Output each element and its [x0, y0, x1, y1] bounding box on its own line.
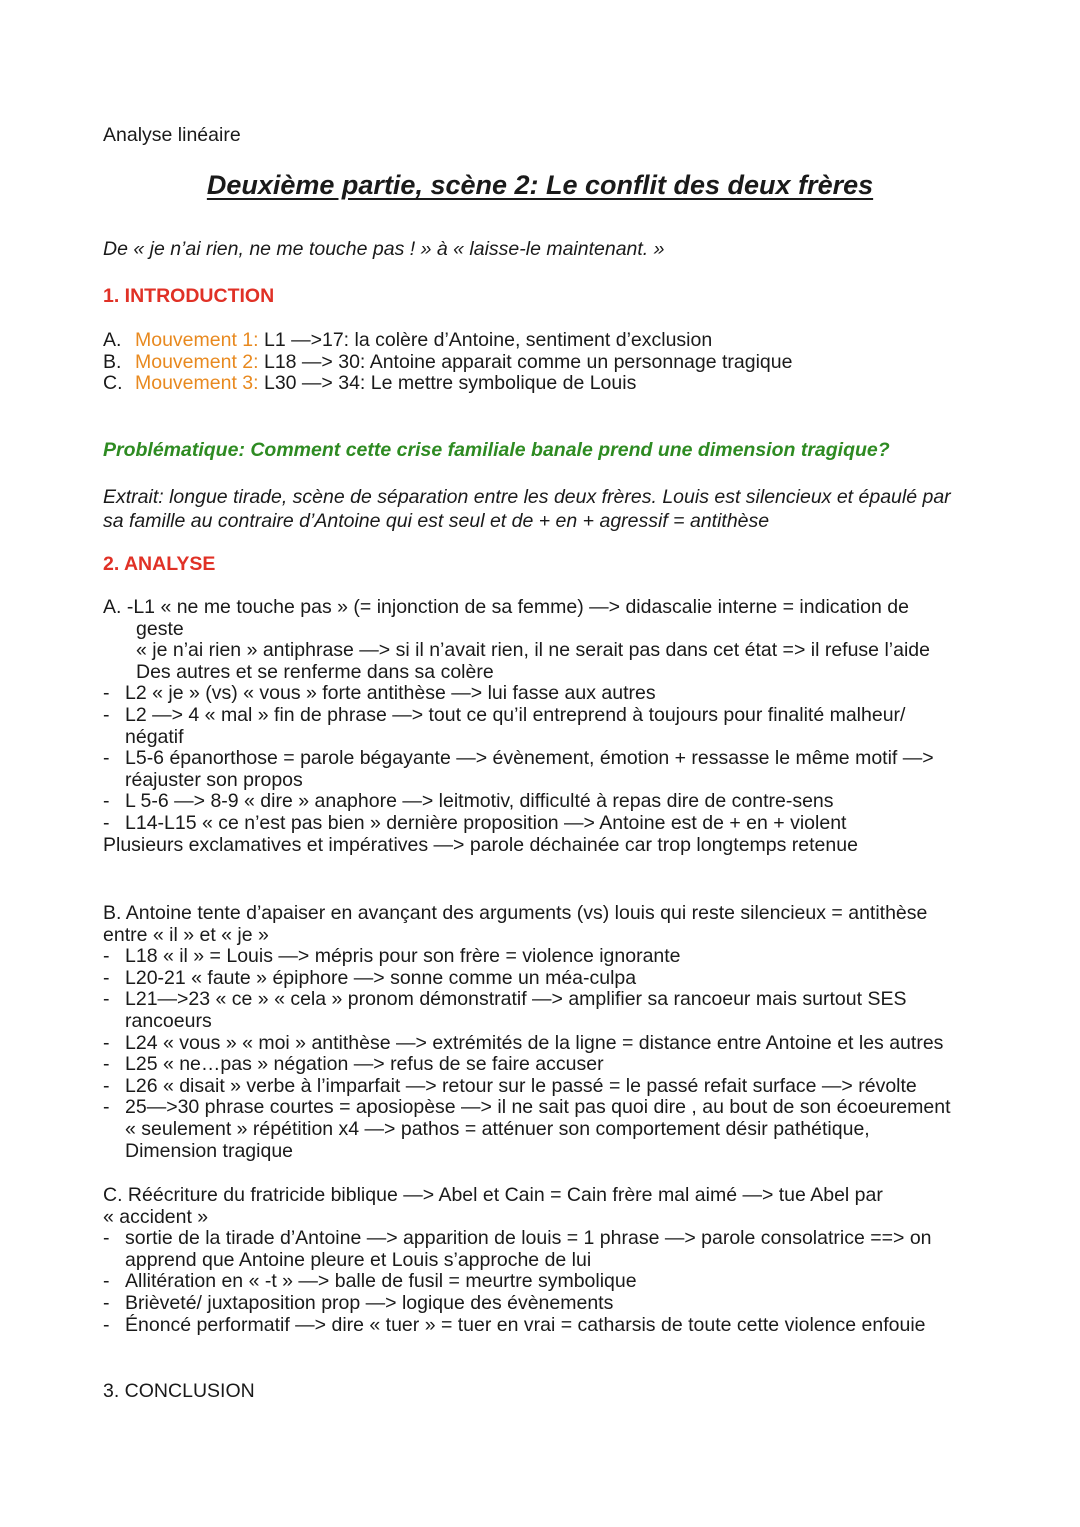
- movement-label: Mouvement 1:: [135, 329, 259, 351]
- bullet-text: L 5-6 —> 8-9 « dire » anaphore —> leitmotiv, difficulté à repas dire de contre-sens: [125, 790, 834, 813]
- bullet-item: - Énoncé performatif —> dire « tuer » = tuer en vrai = catharsis de toute cette violence enfouie: [103, 1313, 926, 1336]
- movement-list: [103, 329, 792, 394]
- text-line: A. -L1 « ne me touche pas » (= injonction de sa femme) —> didascalie interne = indication de: [103, 596, 909, 618]
- bullet-text: L20-21 « faute » épiphore —> sonne comme un méa-culpa: [125, 966, 637, 989]
- bullet-text: Dimension tragique: [125, 1139, 294, 1162]
- problematique: Problématique: Comment cette crise familiale banale prend une dimension tragique?: [103, 439, 890, 461]
- text-line: C. Réécriture du fratricide biblique —> Abel et Cain = Cain frère mal aimé —> tue Abel par: [103, 1184, 883, 1206]
- document-title: Deuxième partie, scène 2: Le conflit des deux frères: [206, 170, 874, 200]
- bullet-item: - L24 « vous » « moi » antithèse —> extrémités de la ligne = distance entre Antoine et les autres: [103, 1031, 944, 1054]
- bullet-text: L24 « vous » « moi » antithèse —> extrémités de la ligne = distance entre Antoine et les autres: [125, 1031, 944, 1054]
- text-line: Plusieurs exclamatives et impératives —> parole déchainée car trop longtemps retenue: [103, 833, 858, 856]
- bullet-text: L5-6 épanorthose = parole bégayante —> évènement, émotion + ressasse le même motif —>: [125, 747, 934, 770]
- bullet-text: apprend que Antoine pleure et Louis s’approche de lui: [125, 1248, 592, 1271]
- movement-text: L30 —> 34: Le mettre symbolique de Louis: [258, 372, 637, 395]
- movement-item: [103, 372, 792, 394]
- bullet-text: réajuster son propos: [125, 768, 303, 791]
- bullet-item: - sortie de la tirade d’Antoine —> apparition de louis = 1 phrase —> parole consolatrice ==> on apprend que Antoine pleure et Louis s’approche de lui: [103, 1228, 983, 1271]
- text-line: « accident »: [103, 1205, 209, 1228]
- text-line: sa famille au contraire d’Antoine qui est seul et de + en + agressif = antithèse: [103, 510, 770, 532]
- text-line: B. Antoine tente d’apaiser en avançant des arguments (vs) louis qui reste silencieux = antithèse: [103, 902, 928, 924]
- introduction-heading: 1. INTRODUCTION: [103, 285, 275, 307]
- bullet-item: - L20-21 « faute » épiphore —> sonne comme un méa-culpa: [103, 966, 637, 989]
- bullet-text: « seulement » répétition x4 —> pathos = atténuer son comportement désir pathétique,: [125, 1117, 870, 1140]
- bullet-text: L26 « disait » verbe à l’imparfait —> retour sur le passé = le passé refait surface —> révolte: [125, 1074, 917, 1097]
- bullet-text: sortie de la tirade d’Antoine —> apparition de louis = 1 phrase —> parole consolatrice ==> on: [125, 1227, 932, 1250]
- bullet-item: - L14-L15 « ce n’est pas bien » dernière proposition —> Antoine est de + en + violent: [103, 811, 847, 834]
- bullet-item: - L2 —> 4 « mal » fin de phrase —> tout ce qu’il entreprend à toujours pour finalité malheur/ négatif: [103, 705, 983, 748]
- bullet-text: Brièveté/ juxtaposition prop —> logique des évènements: [125, 1291, 614, 1314]
- bullet-item: - Allitération en « -t » —> balle de fusil = meurtre symbolique: [103, 1270, 637, 1293]
- bullet-text: L25 « ne…pas » négation —> refus de se faire accuser: [125, 1053, 604, 1076]
- bullet-text: 25—>30 phrase courtes = aposiopèse —> il ne sait pas quoi dire , au bout de son écoeurement: [125, 1096, 951, 1119]
- movement-letter: A.: [103, 329, 122, 351]
- bullet-item: - L 5-6 —> 8-9 « dire » anaphore —> leitmotiv, difficulté à repas dire de contre-sens: [103, 790, 834, 813]
- bullet-text: Énoncé performatif —> dire « tuer » = tuer en vrai = catharsis de toute cette violence enfouie: [125, 1313, 926, 1336]
- movement-label: Mouvement 3:: [135, 372, 259, 395]
- text-line: entre « il » et « je »: [103, 923, 269, 946]
- bullet-item: - L2 « je » (vs) « vous » forte antithèse —> lui fasse aux autres: [103, 682, 656, 705]
- bullet-item: - 25—>30 phrase courtes = aposiopèse —> il ne sait pas quoi dire , au bout de son écoeurement « seulement » répétition x4 —> pathos = atténuer son comportement désir pathétique, Dimension tragique: [103, 1097, 983, 1162]
- movement-item: [103, 329, 792, 351]
- bullet-item: - L5-6 épanorthose = parole bégayante —> évènement, émotion + ressasse le même motif —> réajuster son propos: [103, 748, 983, 791]
- extract-range: De « je n’ai rien, ne me touche pas ! » à « laisse-le maintenant. »: [103, 238, 665, 260]
- text-line: « je n’ai rien » antiphrase —> si il n’avait rien, il ne serait pas dans cet état => il refuse l’aide: [136, 639, 930, 662]
- bullet-text: Allitération en « -t » —> balle de fusil = meurtre symbolique: [125, 1270, 637, 1293]
- analyse-part-a: [103, 597, 983, 856]
- movement-letter: C.: [103, 372, 123, 395]
- bullet-text: L14-L15 « ce n’est pas bien » dernière proposition —> Antoine est de + en + violent: [125, 811, 847, 834]
- bullet-item: - Brièveté/ juxtaposition prop —> logique des évènements: [103, 1291, 614, 1314]
- extrait-summary: [103, 485, 983, 533]
- movement-letter: B.: [103, 350, 122, 373]
- analyse-heading: 2. ANALYSE: [103, 553, 216, 575]
- movement-label: Mouvement 2:: [135, 350, 259, 373]
- document-label: Analyse linéaire: [103, 124, 241, 146]
- text-line: Extrait: longue tirade, scène de séparation entre les deux frères. Louis est silencieux et épaulé par: [103, 486, 951, 508]
- bullet-item: - L21—>23 « ce » « cela » pronom démonstratif —> amplifier sa rancoeur mais surtout SES rancoeurs: [103, 989, 983, 1032]
- conclusion-heading: 3. CONCLUSION: [103, 1380, 255, 1402]
- bullet-text: L2 —> 4 « mal » fin de phrase —> tout ce qu’il entreprend à toujours pour finalité malheur/: [125, 703, 906, 726]
- text-line: Des autres et se renferme dans sa colère: [136, 660, 494, 683]
- analyse-part-b: [103, 903, 983, 1162]
- bullet-text: L2 « je » (vs) « vous » forte antithèse —> lui fasse aux autres: [125, 682, 656, 705]
- movement-text: L1 —>17: la colère d’Antoine, sentiment d’exclusion: [258, 329, 713, 351]
- movement-item: [103, 351, 792, 373]
- bullet-text: rancoeurs: [125, 1009, 212, 1032]
- text-line: geste: [136, 617, 184, 640]
- movement-text: L18 —> 30: Antoine apparait comme un personnage tragique: [258, 350, 793, 373]
- bullet-text: L21—>23 « ce » « cela » pronom démonstratif —> amplifier sa rancoeur mais surtout SES: [125, 988, 907, 1011]
- bullet-text: L18 « il » = Louis —> mépris pour son frère = violence ignorante: [125, 945, 681, 968]
- bullet-item: - L26 « disait » verbe à l’imparfait —> retour sur le passé = le passé refait surface —> révolte: [103, 1074, 917, 1097]
- bullet-text: négatif: [125, 725, 184, 748]
- analyse-part-c: [103, 1185, 983, 1336]
- bullet-item: - L25 « ne…pas » négation —> refus de se faire accuser: [103, 1053, 604, 1076]
- bullet-item: - L18 « il » = Louis —> mépris pour son frère = violence ignorante: [103, 945, 681, 968]
